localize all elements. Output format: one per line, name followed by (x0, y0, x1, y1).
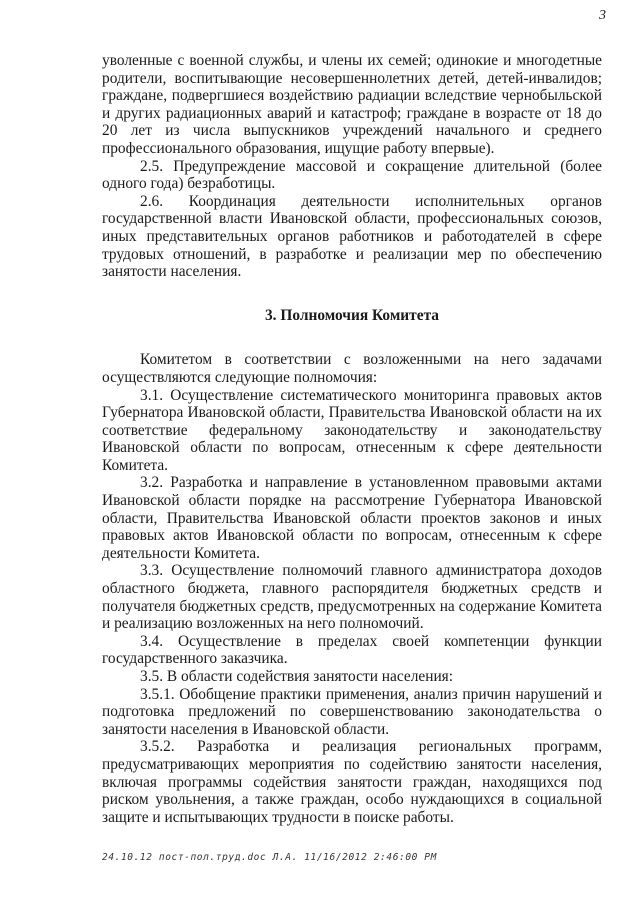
paragraph-3-5-1: 3.5.1. Обобщение практики применения, анализ причин нарушений и подготовка предложений по совершенствованию законодательства о занятости населения в Ивановской области. (102, 685, 602, 738)
document-body (102, 52, 602, 826)
paragraph-3-1: 3.1. Осуществление систематического мониторинга правовых актов Губернатора Ивановской области, Правительства Ивановской области на их соответствие федеральному законодательству и законодательству Ивановской области по вопросам, отнесенным к сфере деятельности Комитета. (102, 386, 602, 474)
paragraph-3-4: 3.4. Осуществление в пределах своей компетенции функции государственного заказчика. (102, 632, 602, 668)
paragraph-2-6: 2.6. Координация деятельности исполнительных органов государственной власти Ивановской области, профессиональных союзов, иных представительных органов работников и работодателей в сфере трудовых отношений, в разработке и реализации мер по обеспечению занятости населения. (102, 192, 602, 281)
paragraph-3-2: 3.2. Разработка и направление в установленном правовыми актами Ивановской области порядке на рассмотрение Губернатора Ивановской области, Правительства Ивановской области проектов законов и иных правовых актов Ивановской области по вопросам, отнесенным к сфере деятельности Комитета. (102, 474, 602, 562)
section-heading: 3. Полномочия Комитета (264, 306, 440, 324)
paragraph-intro: Комитетом в соответствии с возложенными на него задачами осуществляются следующие полномочия: (102, 351, 602, 386)
paragraph-3-5-2: 3.5.2. Разработка и реализация региональных программ, предусматривающих мероприятия по содействию занятости населения, включая программы содействия занятости граждан, находящихся под риском увольнения, а также граждан, особо нуждающихся в социальной защите и испытывающих трудности в поиске работы. (102, 738, 602, 826)
paragraph-3-3: 3.3. Осуществление полномочий главного администратора доходов областного бюджета, главного распорядителя бюджетных средств и получателя бюджетных средств, предусмотренных на содержание Комитета и реализацию возложенных на него полномочий. (102, 562, 602, 633)
page-number: 3 (599, 8, 606, 23)
document-footer: 24.10.12 пост-пол.труд.doc Л.А. 11/16/2012 2:46:00 PM (102, 852, 437, 863)
paragraph-2-5: 2.5. Предупреждение массовой и сокращение длительной (более одного года) безработицы. (102, 157, 602, 193)
paragraph-3-5: 3.5. В области содействия занятости населения: (140, 668, 454, 685)
paragraph-continuation: уволенные с военной службы, и члены их семей; одинокие и многодетные родители, воспитывающие несовершеннолетних детей, детей-инвалидов; граждане, подвергшиеся воздействию радиации вследствие чернобыльской и других радиационных аварий и катастроф; граждане в возрасте от 18 до 20 лет из числа выпускников учреждений начального и среднего профессионального образования, ищущие работу впервые). (102, 52, 602, 157)
